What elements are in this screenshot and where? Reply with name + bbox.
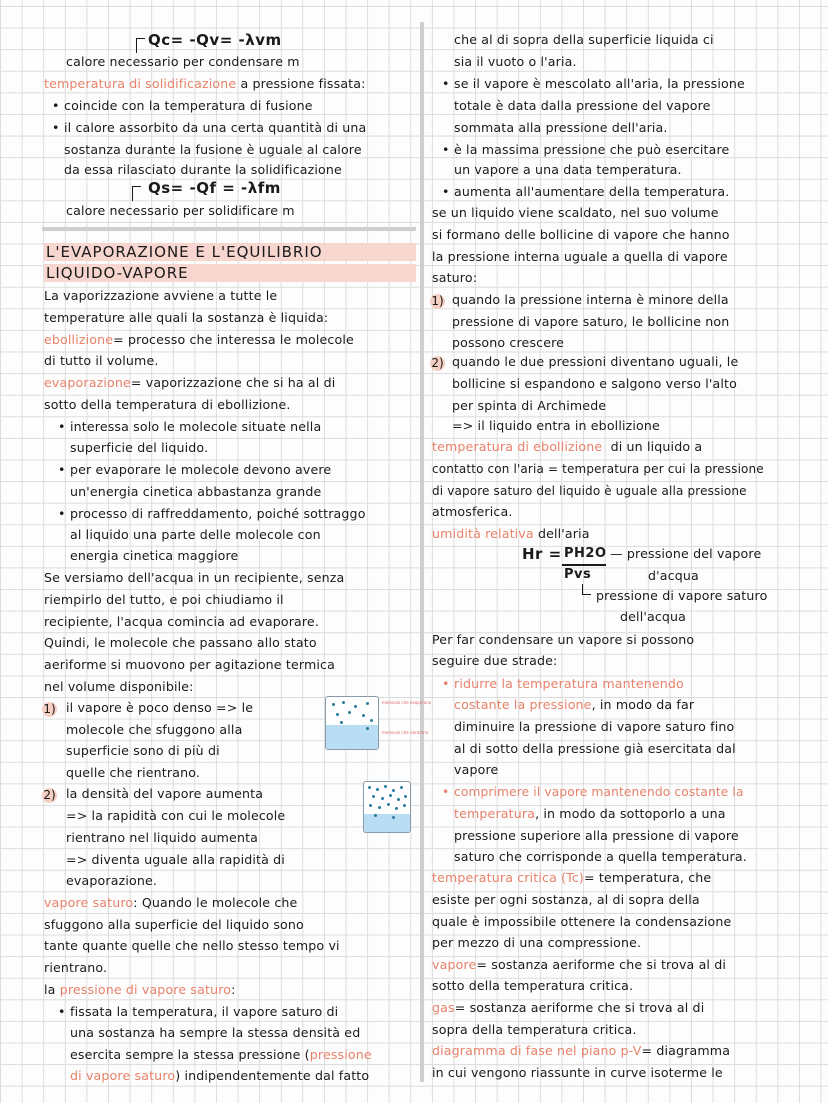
text-line: sfuggono alla superficie del liquido sono xyxy=(44,917,304,932)
text-line: quando la pressione interna è minore della xyxy=(452,292,729,307)
text-line: energia cinetica maggiore xyxy=(70,548,239,563)
text-line: nel volume disponibile: xyxy=(44,679,194,694)
text-line: quando le due pressioni diventano uguali, le xyxy=(452,354,739,369)
text-line: superficie del liquido. xyxy=(70,440,209,455)
text-line: da essa rilasciato durante la solidificazione xyxy=(64,162,342,177)
formula-bracket xyxy=(582,584,591,595)
text: = temperatura, che xyxy=(584,870,712,885)
text: dell'aria xyxy=(537,526,590,541)
text-line: si formano delle bollicine di vapore che hanno xyxy=(432,227,730,242)
text-line: tante quante quelle che nello stesso tempo vi xyxy=(44,938,340,953)
text-line: sotto della temperatura critica. xyxy=(432,978,634,993)
diagram-label: molecole che evaporano xyxy=(382,700,432,705)
text-line: bollicine si espandono e salgono verso l'alto xyxy=(452,376,737,391)
text-line xyxy=(454,806,726,822)
text-line: quale è impossibile ottenere la condensazione xyxy=(432,914,732,929)
text-line: rientrano. xyxy=(44,960,108,975)
formula-numerator: PH2O xyxy=(564,546,607,561)
text-line: di vapore saturo del liquido è uguale alla pressione xyxy=(432,484,747,498)
text: di un liquido a xyxy=(610,439,703,454)
text-line: contatto con l'aria = temperatura per cui la pressione xyxy=(432,462,764,476)
bullet-item: • comprimere il vapore mantenendo costante la xyxy=(454,784,744,800)
text-line: saturo che corrisponde a quella temperatura. xyxy=(454,849,747,864)
text-line: la densità del vapore aumenta xyxy=(66,786,264,801)
text-line: un vapore a una data temperatura. xyxy=(454,162,682,177)
text-line: sommata alla pressione dell'aria. xyxy=(454,120,668,135)
bullet-item: • aumenta all'aumentare della temperatura. xyxy=(454,184,729,200)
text-line: quelle che rientrano. xyxy=(66,765,200,780)
highlight-term: pressione di vapore saturo xyxy=(59,982,232,997)
formula-note: — pressione del vapore xyxy=(610,546,762,561)
text-line: atmosferica. xyxy=(432,504,513,519)
text-line: => diventa uguale alla rapidità di xyxy=(66,852,285,867)
text-line: molecole che sfuggono alla xyxy=(66,722,243,737)
highlight-term: umidità relativa xyxy=(432,526,534,541)
formula-condensation: Qc= -Qv= -λvm xyxy=(148,31,282,49)
text-line: una sostanza ha sempre la stessa densità ed xyxy=(70,1025,361,1040)
text-line: di tutto il volume. xyxy=(44,353,159,368)
text-line: al liquido una parte delle molecole con xyxy=(70,527,321,542)
highlight-term: temperatura xyxy=(454,806,536,821)
text-line: diminuire la pressione di vapore saturo fino xyxy=(454,719,735,734)
molecule-dot xyxy=(368,786,371,789)
text-line: sia il vuoto o l'aria. xyxy=(454,54,577,69)
bullet-item: • coincide con la temperatura di fusione xyxy=(64,98,313,114)
text-line: se un liquido viene scaldato, nel suo volume xyxy=(432,205,719,220)
molecule-dot xyxy=(400,786,403,789)
molecule-dot xyxy=(403,804,406,807)
highlight-term: costante la pressione xyxy=(454,697,592,712)
bullet-item: • interessa solo le molecole situate nella xyxy=(70,419,321,435)
text-line: sotto della temperatura di ebollizione. xyxy=(44,397,291,412)
highlight-term: vapore xyxy=(432,957,477,972)
highlight-term: temperatura critica (Tc) xyxy=(432,870,584,885)
highlight-term: evaporazione xyxy=(44,375,131,390)
text-line: totale è data dalla pressione del vapore xyxy=(454,98,711,113)
bullet-item: • per evaporare le molecole devono avere xyxy=(70,462,331,478)
number-badge: 1) xyxy=(431,294,444,308)
molecule-dot xyxy=(397,798,400,801)
molecule-dot xyxy=(392,816,395,819)
text-line: recipiente, l'acqua comincia ad evaporare. xyxy=(44,614,319,629)
diagram-label: molecole che rientrano xyxy=(382,730,429,735)
molecule-dot xyxy=(366,727,369,730)
definition-vapore xyxy=(432,957,726,973)
text-line: per mezzo di una compressione. xyxy=(432,935,642,950)
text-line: => la rapidità con cui le molecole xyxy=(66,808,286,823)
formula-solidification: Qs= -Qf = -λfm xyxy=(148,179,281,197)
text-line: in cui vengono riassunte in curve isoterme le xyxy=(432,1065,723,1080)
molecule-dot xyxy=(362,714,365,717)
text: = vaporizzazione che si ha al di xyxy=(130,375,336,390)
text-line: al di sotto della pressione già esercitata dal xyxy=(454,741,736,756)
molecule-dot xyxy=(389,794,392,797)
highlight-term: gas xyxy=(432,1000,455,1015)
text-line: esiste per ogni sostanza, al di sopra della xyxy=(432,892,700,907)
formula-bracket xyxy=(136,38,145,53)
text-line: per spinta di Archimede xyxy=(452,398,607,413)
molecule-dot xyxy=(354,705,357,708)
molecule-dot xyxy=(376,788,379,791)
molecule-dot xyxy=(372,795,375,798)
number-badge: 2) xyxy=(43,788,56,802)
formula-caption: calore necessario per solidificare m xyxy=(66,203,295,218)
text-line: la pressione interna uguale a quella di vapore xyxy=(432,249,728,264)
text-line xyxy=(70,1047,372,1063)
highlight-term: ebollizione xyxy=(44,332,114,347)
text: = diagramma xyxy=(641,1043,731,1058)
definition-temp-critica xyxy=(432,870,711,886)
number-badge: 2) xyxy=(431,356,444,370)
definition-vapore-saturo xyxy=(44,895,297,911)
text: : xyxy=(231,982,236,997)
text-line: evaporazione. xyxy=(66,873,158,888)
text-line: Se versiamo dell'acqua in un recipiente, senza xyxy=(44,570,345,585)
definition-gas xyxy=(432,1000,704,1016)
formula-denominator: Pvs xyxy=(564,567,592,582)
highlight-term: pressione xyxy=(309,1047,372,1062)
text: = sostanza aeriforme che si trova al di xyxy=(454,1000,705,1015)
definition-umidita xyxy=(432,526,590,542)
text: a pressione fissata: xyxy=(240,76,366,91)
text-line: riempirlo del tutto, e poi chiudiamo il xyxy=(44,592,284,607)
text-line xyxy=(44,76,366,92)
text-line: sopra della temperatura critica. xyxy=(432,1022,637,1037)
molecule-dot xyxy=(374,814,377,817)
text-line xyxy=(44,982,236,998)
definition-diagramma xyxy=(432,1043,730,1059)
text-line: vapore xyxy=(454,762,499,777)
molecule-dot xyxy=(384,785,387,788)
highlight-term: diagramma di fase nel piano p-V xyxy=(432,1043,642,1058)
text-line: pressione di vapore saturo, le bollicine non xyxy=(452,314,730,329)
definition-temp-ebollizione xyxy=(432,439,702,455)
text-line: pressione superiore alla pressione di vapore xyxy=(454,828,739,843)
text: , in modo da sottoporlo a una xyxy=(535,806,726,821)
formula-note: d'acqua xyxy=(648,568,699,583)
text-line: superficie sono di più di xyxy=(66,743,220,758)
molecule-dot xyxy=(340,721,343,724)
bullet-item: • se il vapore è mescolato all'aria, la pressione xyxy=(454,76,745,92)
molecule-dot xyxy=(369,804,372,807)
liquid xyxy=(364,814,410,832)
text-line xyxy=(454,697,694,713)
text: la xyxy=(44,982,56,997)
text: ) indipendentemente dal fatto xyxy=(175,1068,370,1083)
text: = processo che interessa le molecole xyxy=(113,332,354,347)
molecule-dot xyxy=(366,702,369,705)
text-line: temperature alle quali la sostanza è liquida: xyxy=(44,310,329,325)
text-line: => il liquido entra in ebollizione xyxy=(452,418,660,433)
molecule-dot xyxy=(392,789,395,792)
highlight-term: temperatura di ebollizione xyxy=(432,439,603,454)
bullet-item: • ridurre la temperatura mantenendo xyxy=(454,676,684,692)
molecule-dot xyxy=(404,795,407,798)
bullet-item: • processo di raffreddamento, poiché sottraggo xyxy=(70,506,366,522)
text: , in modo da far xyxy=(591,697,695,712)
column-divider xyxy=(420,22,424,1082)
text-line: un'energia cinetica abbastanza grande xyxy=(70,484,322,499)
molecule-dot xyxy=(381,797,384,800)
definition-ebollizione xyxy=(44,332,354,348)
molecule-dot xyxy=(336,713,339,716)
text-line: seguire due strade: xyxy=(432,653,558,668)
liquid xyxy=(326,725,378,749)
text-line: rientrano nel liquido aumenta xyxy=(66,830,259,845)
section-divider xyxy=(42,227,416,231)
molecule-dot xyxy=(332,703,335,706)
text: esercita sempre la stessa pressione ( xyxy=(70,1047,310,1062)
molecule-dot xyxy=(342,701,345,704)
text-line: saturo: xyxy=(432,270,478,285)
bullet-item: • è la massima pressione che può esercitare xyxy=(454,142,729,158)
molecule-dot xyxy=(348,711,351,714)
section-heading: LIQUIDO-VAPORE xyxy=(46,264,189,282)
molecule-dot xyxy=(378,806,381,809)
fraction-bar xyxy=(562,564,606,566)
molecule-dot xyxy=(370,719,373,722)
text-line: Per far condensare un vapore si possono xyxy=(432,632,695,647)
molecule-dot xyxy=(387,803,390,806)
number-badge: 1) xyxy=(43,702,56,716)
highlight-term: di vapore saturo xyxy=(70,1068,176,1083)
formula-note: dell'acqua xyxy=(620,609,687,624)
text-line: La vaporizzazione avviene a tutte le xyxy=(44,288,278,303)
highlight-term: temperatura di solidificazione xyxy=(44,76,237,91)
bullet-item: • il calore assorbito da una certa quantità di una xyxy=(64,120,366,136)
section-heading: L'EVAPORAZIONE E L'EQUILIBRIO xyxy=(46,243,323,261)
text-line: Quindi, le molecole che passano allo stato xyxy=(44,635,317,650)
molecule-dot xyxy=(395,807,398,810)
formula-lhs: Hr = xyxy=(522,545,562,563)
text-line: che al di sopra della superficie liquida ci xyxy=(454,32,714,47)
evaporation-diagram xyxy=(325,696,379,750)
saturation-diagram xyxy=(363,781,411,833)
text-line: sostanza durante la fusione è uguale al calore xyxy=(64,142,362,157)
formula-bracket xyxy=(132,186,141,201)
formula-note: pressione di vapore saturo xyxy=(596,588,768,603)
text-line: il vapore è poco denso => le xyxy=(66,700,254,715)
text: : Quando le molecole che xyxy=(133,895,298,910)
text-line xyxy=(70,1068,369,1084)
formula-caption: calore necessario per condensare m xyxy=(66,54,300,69)
text-line: aeriforme si muovono per agitazione termica xyxy=(44,657,335,672)
bullet-item: • fissata la temperatura, il vapore saturo di xyxy=(70,1004,338,1020)
text: = sostanza aeriforme che si trova al di xyxy=(476,957,727,972)
text-line: possono crescere xyxy=(452,335,565,350)
definition-evaporazione xyxy=(44,375,335,391)
highlight-term: vapore saturo xyxy=(44,895,134,910)
